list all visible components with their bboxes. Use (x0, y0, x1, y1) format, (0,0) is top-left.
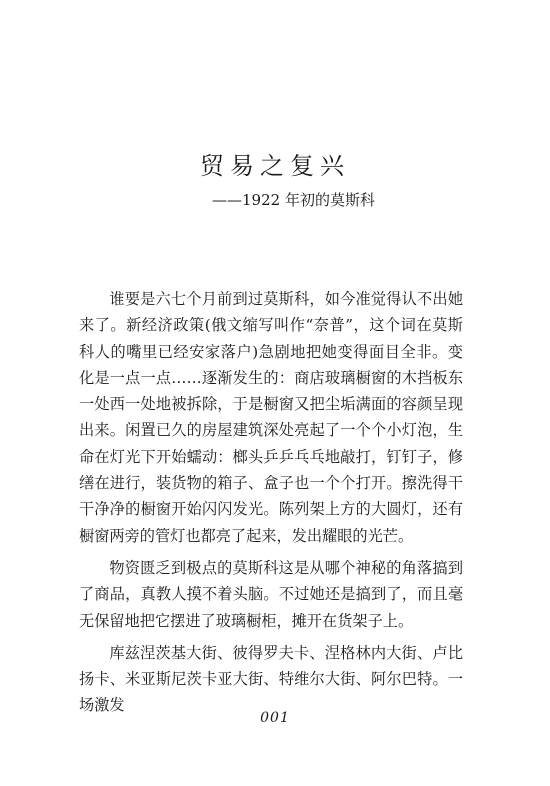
chapter-subtitle: ——1922 年初的莫斯科 (212, 191, 375, 209)
chapter-title: 贸易之复兴 (200, 152, 350, 180)
paragraph: 物资匮乏到极点的莫斯科这是从哪个神秘的角落搞到了商品，真教人摸不着头脑。不过她还是搞到了，而且毫无保留地把它摆进了玻璃橱柜，摊开在货架子上。 (79, 558, 463, 630)
body-text (79, 286, 463, 725)
paragraph: 库兹涅茨基大街、彼得罗夫卡、涅格林内大街、卢比扬卡、米亚斯尼茨卡亚大街、特维尔大街、阿尔巴特。一场激发 (79, 643, 463, 715)
page-number: 001 (260, 710, 290, 726)
paragraph: 谁要是六七个月前到过莫斯科，如今准觉得认不出她来了。新经济政策(俄文缩写叫作“奈普”，这个词在莫斯科人的嘴里已经安家落户)急剧地把她变得面目全非。变化是一点一点……逐渐发生的：商店玻璃橱窗的木挡板东一处西一处地被拆除，于是橱窗又把尘垢满面的容颜呈现出来。闲置已久的房屋建筑深处亮起了一个个小灯泡，生命在灯光下开始蠕动：榔头乒乒乓乓地敲打，钉钉子，修缮在进行，装货物的箱子、盒子也一个个打开。擦洗得干干净净的橱窗开始闪闪发光。陈列架上方的大圆灯，还有橱窗两旁的管灯也都亮了起来，发出耀眼的光芒。 (79, 290, 463, 545)
